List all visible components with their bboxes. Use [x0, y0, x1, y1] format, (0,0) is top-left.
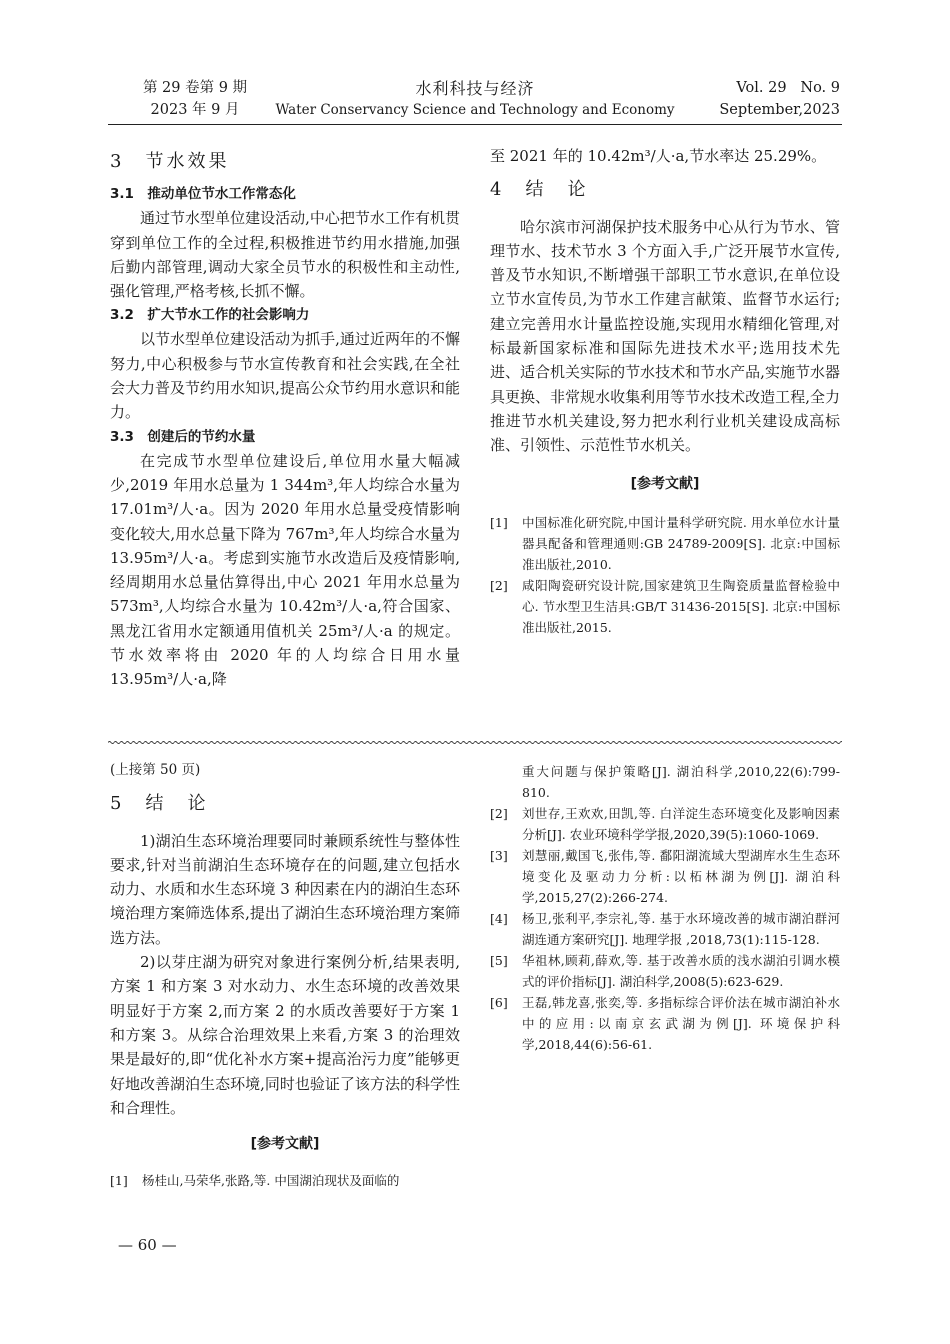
- subsection-3-1-text: 通过节水型单位建设活动,中心把节水工作有机贯穿到单位工作的全过程,积极推进节约用水措施,加强后勤内部管理,调动大家全员节水的积极性和主动性,强化管理,严格考核,长抓不懈。: [110, 209, 460, 301]
- conclusion-paragraph-1: 1)湖泊生态环境治理要同时兼顾系统性与整体性要求,针对当前湖泊生态环境存在的问题,建立包括水动力、水质和水生态环境 3 种因素在内的湖泊生态环境治理方案筛选体系,提出了湖泊生态环境治理方案筛选方法。: [110, 831, 460, 947]
- section-3-title: 3 节水效果: [110, 151, 230, 172]
- article-divider: [108, 740, 842, 745]
- header-volume-cn: 第 29 卷第 9 期: [142, 80, 248, 96]
- reference-item: [3] 刘慧丽,戴国飞,张伟,等. 鄱阳湖流域大型湖库水生生态环境变化及驱动力分析:以柘林湖为例[J]. 湖泊科学,2015,27(2):266-274.: [490, 848, 840, 905]
- reference-item: [2] 刘世存,王欢欢,田凯,等. 白洋淀生态环境变化及影响因素分析[J]. 农业环境科学学报,2020,39(5):1060-1069.: [490, 806, 840, 842]
- bottom-right-column: [490, 761, 840, 1055]
- subsection-3-2-text: 以节水型单位建设活动为抓手,通过近两年的不懈努力,中心积极参与节水宣传教育和社会实践,在全社会大力普及节约用水知识,提高公众节约用水意识和能力。: [110, 330, 460, 422]
- subsection-3-3-text: 在完成节水型单位建设后,单位用水量大幅减少,2019 年用水总量为 1 344m³,年人均综合水量为 17.01m³/人·a。因为 2020 年用水总量受疫情影响变化较大,用水总量下降为 767m³,年人均综合水量为 13.95m³/人·a。考虑到实施节水改造后及疫情影响,经周期用水总量估算得出,中心 2021 年用水总量为 573m³,人均综合水量为 10.42m³/人·a,符合国家、黑龙江省用水定额通用值机关 25m³/人·a 的规定。节水效率将由 2020 年的人均综合日用水量 13.95m³/人·a,降: [110, 451, 460, 689]
- header-date-cn: 2023 年 9 月: [150, 102, 240, 118]
- conclusion-paragraph-2: 2)以芽庄湖为研究对象进行案例分析,结果表明,方案 1 和方案 3 对水动力、水生态环境的改善效果明显好于方案 2,而方案 2 的水质改善要好于方案 1 和方案 3。从综合治理效果上来看,方案 3 的治理效果是最好的,即“优化补水方案+提高治污力度”能够更好地改善湖泊生态环境,同时也验证了该方法的科学性和合理性。: [110, 953, 460, 1117]
- references-title-bottom: [参考文献]: [250, 1136, 320, 1153]
- section-5-title: 5 结 论: [110, 793, 209, 815]
- continued-from-label: (上接第 50 页): [110, 762, 201, 778]
- reference-item: [1] 杨桂山,马荣华,张路,等. 中国湖泊现状及面临的: [110, 1173, 400, 1189]
- top-right-column: [490, 144, 840, 638]
- subsection-3-3-title: 3.3 创建后的节约水量: [110, 428, 256, 445]
- header-volume-en: Vol. 29 No. 9: [736, 80, 840, 96]
- section-4-text: 哈尔滨市河湖保护技术服务中心从行为节水、管理节水、技术节水 3 个方面入手,广泛开展节水宣传,普及节水知识,不断增强干部职工节水意识,在单位设立节水宣传员,为节水工作建言献策、监督节水运行;建立完善用水计量监控设施,实现用水精细化管理,对标最新国家标准和国际先进技术水平;选用技术先进、适合机关实际的节水技术和节水产品,实施节水器具更换、非常规水收集利用等节水技术改造工程,全力推进节水机关建设,努力把水利行业机关建设成高标准、引领性、示范性节水机关。: [490, 217, 840, 455]
- journal-title-en: Water Conservancy Science and Technology and Economy: [275, 102, 675, 118]
- subsection-3-1-title: 3.1 推动单位节水工作常态化: [110, 186, 296, 203]
- section-4-title: 4 结 论: [490, 179, 589, 201]
- subsection-3-2-title: 3.2 扩大节水工作的社会影响力: [110, 307, 310, 324]
- header-rule: [108, 124, 842, 125]
- reference-item: [1] 中国标准化研究院,中国计量科学研究院. 用水单位水计量器具配备和管理通则:GB 24789-2009[S]. 北京:中国标准出版社,2010.: [490, 514, 840, 572]
- references-list-top: [490, 512, 840, 638]
- journal-title-cn: 水利科技与经济: [415, 79, 535, 98]
- reference-item: [5] 华祖林,顾莉,薛欢,等. 基于改善水质的浅水湖泊引调水模式的评价指标[J]. 湖泊科学,2008(5):623-629.: [490, 953, 840, 989]
- reference-item: [6] 王磊,韩龙喜,张奕,等. 多指标综合评价法在城市湖泊补水中的应用:以南京玄武湖为例[J]. 环境保护科学,2018,44(6):56-61.: [490, 995, 840, 1052]
- header-date-en: September,2023: [719, 102, 840, 118]
- bottom-left-column: [110, 758, 460, 1191]
- references-title-top: [参考文献]: [630, 475, 700, 492]
- reference-item: [2] 咸阳陶瓷研究设计院,国家建筑卫生陶瓷质量监督检验中心. 节水型卫生洁具:GB/T 31436-2015[S]. 北京:中国标准出版社,2015.: [490, 577, 840, 635]
- reference-item: [4] 杨卫,张利平,李宗礼,等. 基于水环境改善的城市湖泊群河湖连通方案研究[J]. 地理学报 ,2018,73(1):115-128.: [490, 911, 840, 947]
- page-number: — 60 —: [118, 1236, 177, 1254]
- top-left-column: [110, 150, 460, 692]
- section-3-3-continued: 至 2021 年的 10.42m³/人·a,节水率达 25.29%。: [490, 147, 827, 165]
- reference-item-continued: 重大问题与保护策略[J]. 湖泊科学,2010,22(6):799-810.: [522, 764, 840, 800]
